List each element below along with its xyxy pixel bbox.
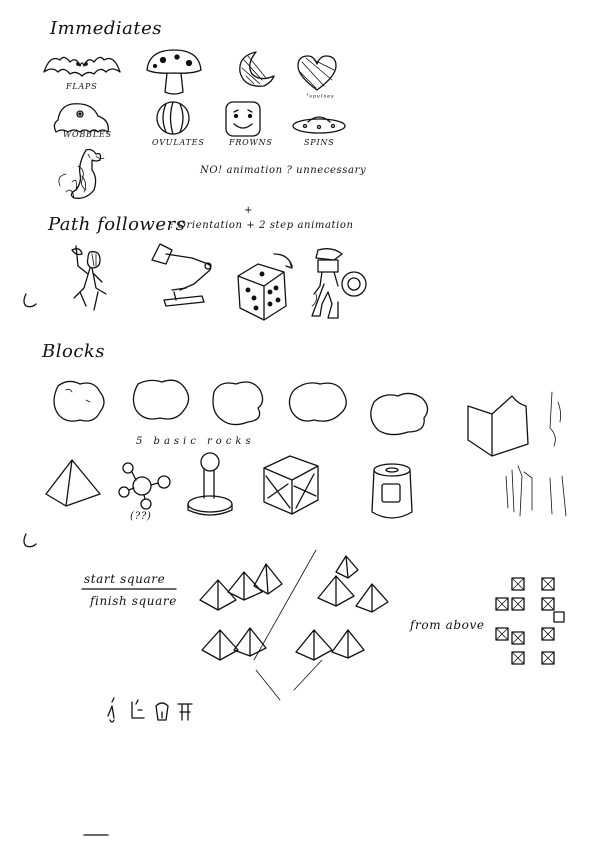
underline [80,586,180,592]
rock-2 [128,376,192,424]
subtitle-animation: + 2 step animation [246,220,354,231]
hole-punch-mark-2 [20,532,38,552]
frowns-label: FROWNS [229,138,273,147]
face-sketch [222,98,264,140]
spins-label: SPINS [304,138,335,147]
canister-sketch [368,462,418,522]
question-label: (??) [130,511,152,522]
lamp-sketch [150,240,216,306]
hole-punch-mark [20,292,38,316]
pyramid-arrangement [196,550,392,700]
blocks-heading: Blocks [42,341,106,362]
rock-3 [208,378,266,428]
subtitle-orientation: : Orientation [170,220,243,231]
mushroom-sketch [143,48,205,96]
rock-5 [366,390,432,438]
animation-note: NO! animation ? unnecessary [200,165,367,176]
path-followers-heading: Path followers [48,214,186,235]
bat-sketch [42,50,122,82]
warrior-sketch [66,244,116,318]
rock-4 [286,380,350,426]
pulses-label: ʼˢᵖᵘˡˢᵉˢ [306,93,335,102]
bottom-mark [82,832,112,838]
path-followers-subtitle [170,220,354,231]
subtitle-insert-mark: + [244,205,253,216]
dice-sketch [234,250,300,324]
grid-from-above [490,574,566,674]
joystick-sketch [184,450,236,520]
wobbles-label: WOBBLES [63,130,112,139]
molecule-sketch [116,458,174,512]
wall-corner-sketch [462,392,578,522]
rocks-label: 5 basic rocks [136,436,255,447]
heart-sketch [294,52,340,94]
finish-square-label: finish square [90,594,177,608]
knight-sketch [304,246,370,322]
start-square-label: start square [84,572,166,586]
flaps-label: FLAPS [66,82,98,91]
ball-sketch [154,99,192,137]
ovulates-label: OVULATES [152,138,205,147]
from-above-label: from above [410,618,485,632]
ufo-sketch [290,112,348,136]
immediates-heading: Immediates [50,18,163,39]
pyramid-sketch [44,458,104,508]
moon-sketch [232,50,276,90]
rock-1 [50,378,108,426]
crate-sketch [258,452,324,518]
tiny-figures [102,696,198,726]
dog-sketch [52,146,114,204]
